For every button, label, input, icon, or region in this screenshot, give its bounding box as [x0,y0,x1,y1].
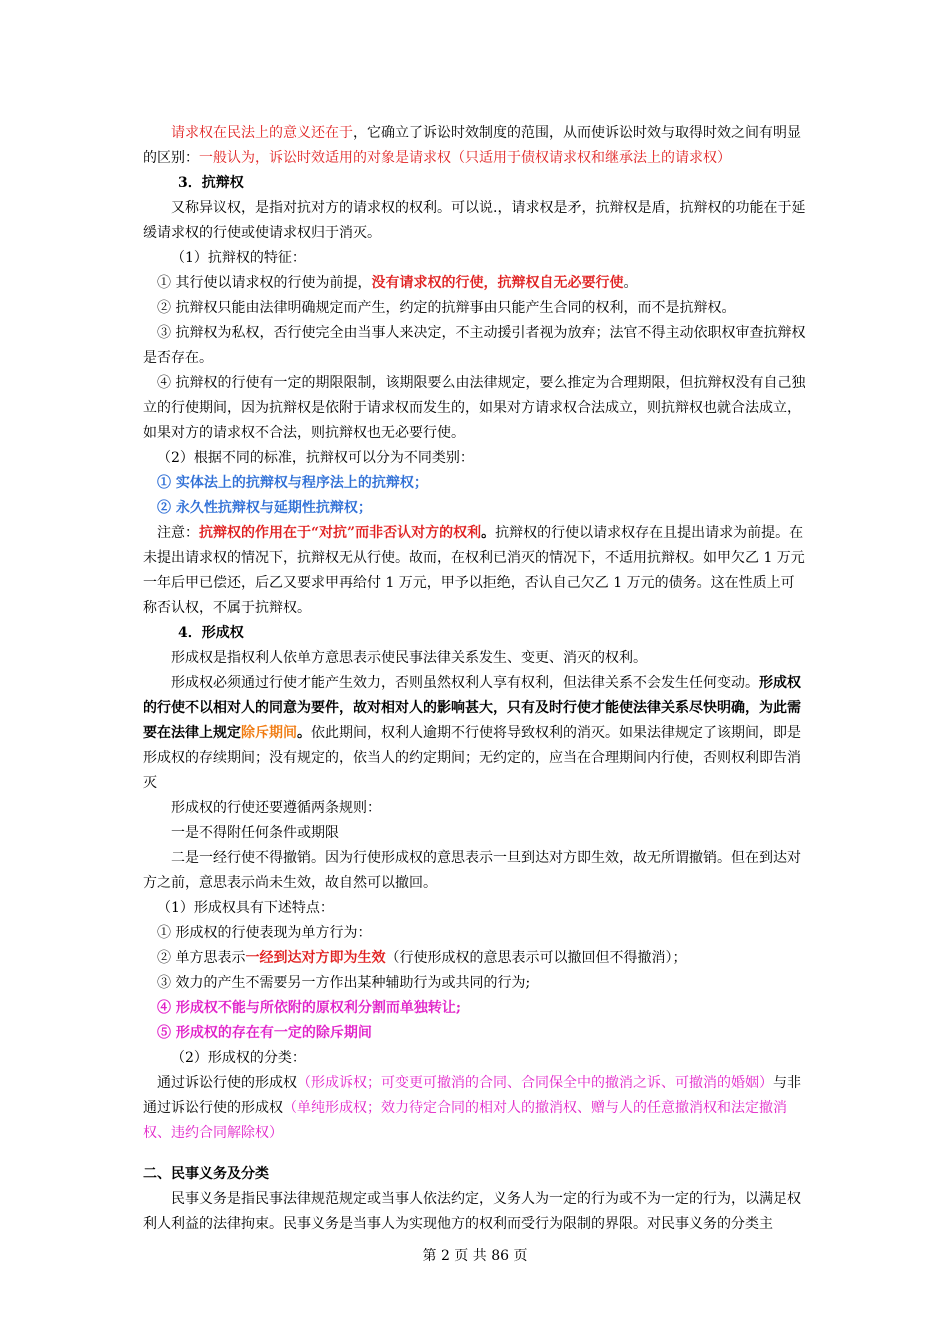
paragraph-formation-types: 通过诉讼行使的形成权（形成诉权；可变更可撤消的合同、合同保全中的撤消之诉、可撤消的婚姻）与非通过诉讼行使的形成权（单纯形成权；效力待定合同的相对人的撤消权、赠与人的任意撤消权和法定撤消权、违约合同解除权） [143,1075,801,1141]
page-body [143,121,808,1237]
spacer [143,1146,808,1162]
formation-feature-2: ② 单方思表示一经到达对方即为生效（行使形成权的意思表示可以撤回但不得撤消）； [157,950,687,966]
formation-feature-3: ③ 效力的产生不需要另一方作出某种辅助行为或共同的行为; [157,975,531,991]
formation-feature-1: ① 形成权的行使表现为单方行为： [157,925,372,941]
note-paragraph: 注意：抗辩权的作用在于“对抗”而非否认对方的权利。抗辩权的行使以请求权存在且提出请求为前提。在未提出请求权的情况下，抗辩权无从行使。故而，在权利已消灭的情况下，不适用抗辩权。如甲欠乙 1 万元一年后甲已偿还，后乙又要求甲再给付 1 万元，甲予以拒绝，否认自己欠乙 1 万元的债务。这在性质上可称否认权，不属于抗辩权。 [143,525,805,616]
heading-defense-right: 3．抗辩权 [178,175,244,191]
formation-feature-5: ⑤ 形成权的存在有一定的除斥期间 [157,1025,372,1041]
paragraph-claim-significance [143,121,808,171]
feature-item-3: ③ 抗辩权为私权，否行使完全由当事人来决定，不主动援引者视为放弃；法官不得主动依职权审查抗辩权是否存在。 [143,325,806,366]
paragraph-two-rules: 形成权的行使还要遵循两条规则： [171,800,381,816]
subheading-defense-categories: （2）根据不同的标准，抗辩权可以分为不同类别： [157,450,474,466]
section-heading-civil-obligations: 二、民事义务及分类 [143,1166,269,1182]
feature-item-1: ① 其行使以请求权的行使为前提，没有请求权的行使，抗辩权自无必要行使。 [157,275,638,291]
formation-feature-4: ④ 形成权不能与所依附的原权利分割而单独转让; [157,1000,462,1016]
subheading-formation-types: （2）形成权的分类： [171,1050,306,1066]
highlight-text: 一般认为，诉讼时效适用的对象是请求权（只适用于债权请求权和继承法上的请求权） [199,150,731,166]
category-item-1: ① 实体法上的抗辩权与程序法上的抗辩权； [157,475,428,491]
paragraph-formation-definition: 形成权是指权利人依单方意思表示使民事法律关系发生、变更、消灭的权利。 [171,650,647,666]
rule-one: 一是不得附任何条件或期限 [171,825,339,841]
heading-formation-right: 4．形成权 [178,625,244,641]
paragraph-formation-exercise: 形成权必须通过行使才能产生效力，否则虽然权利人享有权利，但法律关系不会发生任何变动。形成权的行使不以相对人的同意为要件，故对相对人的影响甚大，只有及时行使才能使法律关系尽快明确，为此需要在法律上规定除斥期间。依此期间，权利人逾期不行使将导致权利的消灭。如果法律规定了该期间，即是形成权的存续期间；没有规定的，依当人的约定期间；无约定的，应当在合理期间内行使，否则权利即告消灭 [143,675,801,791]
category-item-2: ② 永久性抗辩权与延期性抗辩权； [157,500,372,516]
highlight-text: 请求权在民法上的意义还在于 [171,125,353,141]
subheading-formation-features: （1）形成权具有下述特点： [157,900,334,916]
page-footer: 第 2 页 共 86 页 [422,1248,528,1264]
feature-item-4: ④ 抗辩权的行使有一定的期限限制，该期限要么由法律规定，要么推定为合理期限，但抗辩权没有自己独立的行使期间，因为抗辩权是依附于请求权而发生的，如果对方请求权合法成立，则抗辩权也就合法成立，如果对方的请求权不合法，则抗辩权也无必要行使。 [143,375,806,441]
paragraph-civil-obligations: 民事义务是指民事法律规范规定或当事人依法约定，义务人为一定的行为或不为一定的行为，以满足权利人利益的法律拘束。民事义务是当事人为实现他方的权利而受行为限制的界限。对民事义务的分类主 [143,1191,801,1232]
body-text: ，它确立了诉讼时效制度的范围，从而使诉讼时效与取得时效之间有明显的区别： [143,125,801,166]
subheading-defense-features: （1）抗辩权的特征： [171,250,306,266]
feature-item-2: ② 抗辩权只能由法律明确规定而产生，约定的抗辩事由只能产生合同的权利，而不是抗辩权。 [157,300,736,316]
paragraph-defense-definition: 又称异议权，是指对抗对方的请求权的权利。可以说.，请求权是矛，抗辩权是盾，抗辩权的功能在于延缓请求权的行使或使请求权归于消灭。 [143,200,806,241]
rule-two: 二是一经行使不得撤销。因为行使形成权的意思表示一旦到达对方即生效，故无所谓撤销。但在到达对方之前，意思表示尚未生效，故自然可以撤回。 [143,850,801,891]
